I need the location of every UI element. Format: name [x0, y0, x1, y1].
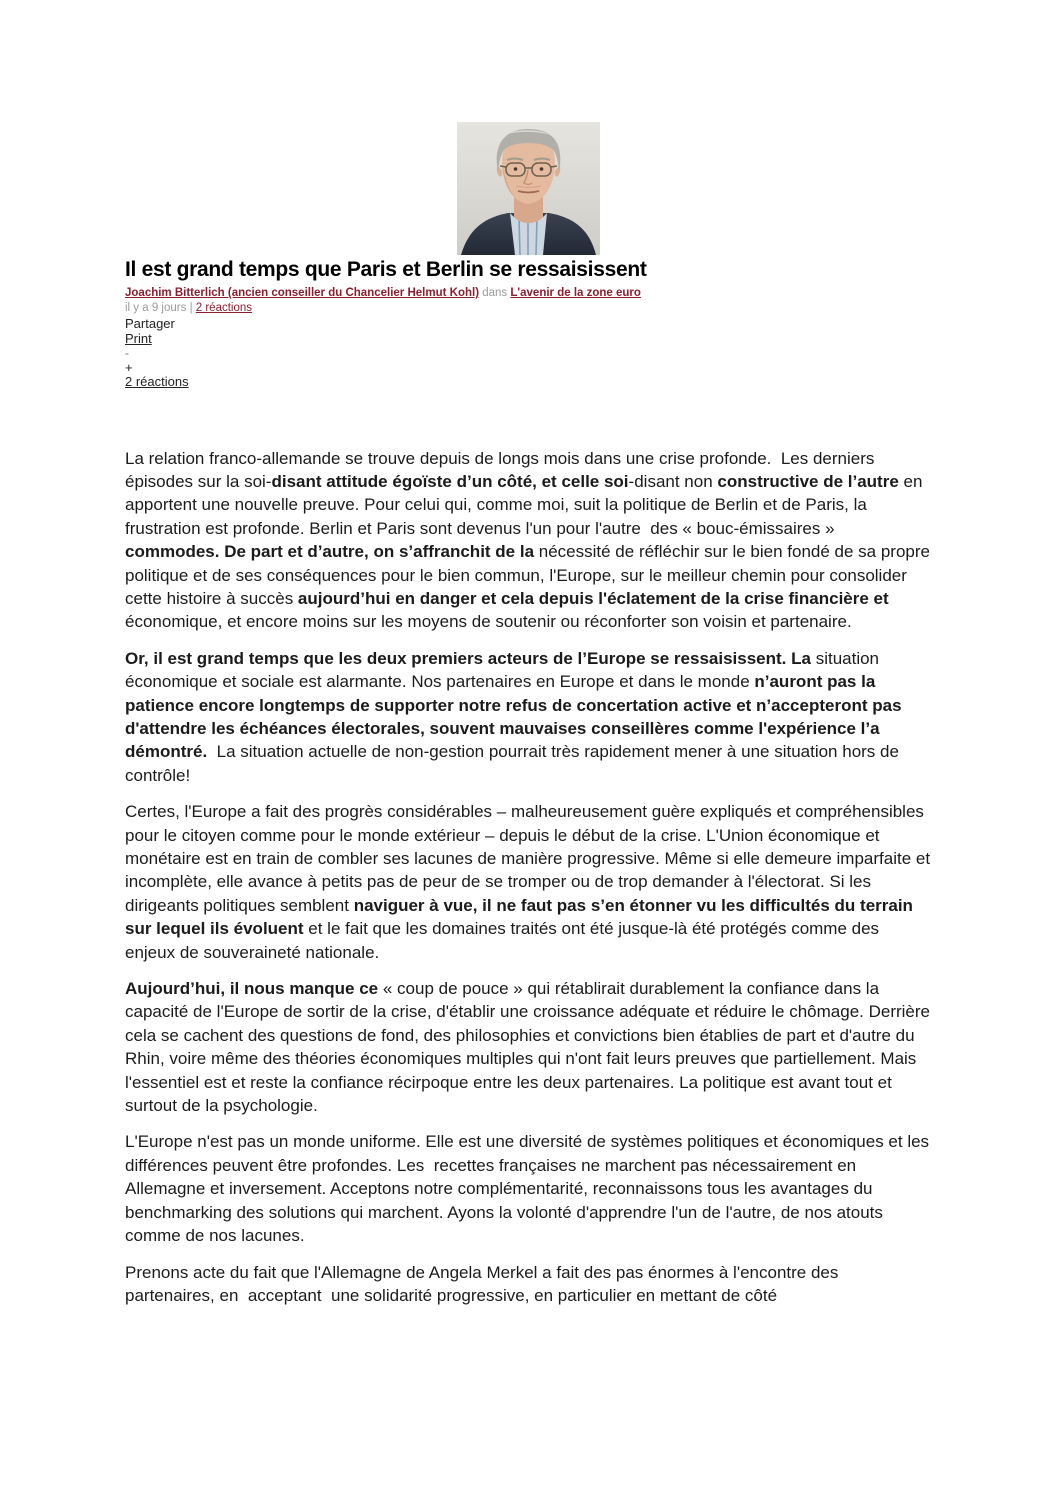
- print-button[interactable]: Print: [125, 330, 152, 346]
- text-run-bold: Or, il est grand temps que les deux premiers acteurs de l’Europe se ressaisissent. La: [125, 648, 816, 668]
- text-run: La relation franco-allemande se trouve depuis de longs mois dans une crise profonde. Les derniers épisodes sur la soi-: [125, 448, 875, 491]
- article-paragraph: [125, 1261, 932, 1308]
- article-body: [125, 447, 932, 1308]
- timestamp: il y a 9 jours: [125, 302, 187, 314]
- text-run: Prenons acte du fait que l'Allemagne de Angela Merkel a fait des pas énormes à l'encontre des partenaires, en acceptant une solidarité progressive, en particulier en mettant de côté: [125, 1262, 839, 1305]
- article-paragraph: [125, 647, 932, 787]
- byline-connector: dans: [482, 287, 508, 299]
- text-run: -disant non: [628, 471, 718, 491]
- meta-separator: |: [189, 302, 193, 314]
- text-run: nécessité de réfléchir sur le bien fondé de sa propre politique et de ses conséquences pour le bien commun, l'Europe, sur le meilleur chemin pour consolider cette histoire à succès: [125, 542, 930, 608]
- text-run-bold: Aujourd’hui, il nous manque ce: [125, 979, 383, 999]
- reactions-link-top[interactable]: 2 réactions: [195, 302, 253, 314]
- article-paragraph: [125, 800, 932, 964]
- text-run-bold: constructive de l’autre: [717, 471, 899, 491]
- byline: [125, 286, 932, 301]
- reactions-link-bottom[interactable]: 2 réactions: [125, 374, 189, 389]
- text-run: en apportent une nouvelle preuve. Pour celui qui, comme moi, suit la politique de Berlin et de Paris, la frustration est profonde. Berlin et Paris sont devenus l'un pour l'autre des « bouc-émissaires »: [125, 471, 923, 538]
- text-run-bold: aujourd’hui en danger et cela depuis l'éclatement de la crise financière et: [297, 588, 889, 608]
- text-run: L'Europe n'est pas un monde uniforme. Elle est une diversité de systèmes politiques et économiques et les différences peuvent être profondes. Les recettes françaises ne marchent pas nécessairement en Allemagne et inversement. Acceptons notre complémentarité, reconnaissons tous les avantages du benchmarking des solutions qui marchent. Ayons la volonté d'apprendre l'un de l'autre, de nos atouts comme de nos lacunes.: [125, 1132, 930, 1246]
- font-larger-button[interactable]: +: [125, 359, 133, 375]
- text-run-bold: n’auront pas la patience encore longtemps de supporter notre refus de concertation active et n’accepteront pas d'attendre les échéances électorales, souvent mauvaises conseillères comme l'expérience l’a démontré.: [125, 672, 902, 762]
- text-run-bold: disant attitude égoïste d’un côté, et celle soi: [271, 471, 629, 491]
- text-run: situation économique et sociale est alarmante. Nos partenaires en Europe et dans le monde: [125, 648, 880, 692]
- article-paragraph: [125, 1130, 932, 1247]
- meta-row: [125, 301, 932, 316]
- text-run: Certes, l'Europe a fait des progrès considérables – malheureusement guère expliqués et compréhensibles pour le citoyen comme pour le monde extérieur – depuis le début de la crise. L'Union économique et monétaire est en train de combler ses lacunes de manière progressive. Même si elle demeure imparfaite et incomplète, elle avance à petits pas de peur de se tromper ou de trop demander à l'électorat. Si les dirigeants politiques semblent: [125, 802, 931, 915]
- text-run: La situation actuelle de non-gestion pourrait très rapidement mener à une situation hors de contrôle!: [125, 742, 899, 785]
- text-run: « coup de pouce » qui rétablirait durablement la confiance dans la capacité de l'Europe de sortir de la crise, d'établir une croissance adéquate et réduire le chômage. Derrière cela se cachent des questions de fond, des philosophies et convictions bien établies de part et d'autre du Rhin, voire même des théories économiques multiples qui n'ont fait leurs preuves que partiellement. Mais l'essentiel est et reste la confiance récirpoque entre les deux partenaires. La politique est avant tout et surtout de la psychologie.: [125, 979, 930, 1116]
- article-toolbar: [125, 317, 932, 390]
- article-paragraph: [125, 447, 932, 634]
- text-run-bold: commodes. De part et d’autre, on s’affranchit de la: [125, 542, 539, 562]
- article-paragraph: [125, 977, 932, 1117]
- author-photo: [457, 122, 600, 255]
- share-button[interactable]: Partager: [125, 316, 175, 331]
- portrait-image: [457, 122, 600, 255]
- text-run: économique, et encore moins sur les moyens de soutenir ou réconforter son voisin et partenaire.: [125, 612, 852, 632]
- category-link[interactable]: L'avenir de la zone euro: [510, 287, 641, 299]
- author-link[interactable]: Joachim Bitterlich (ancien conseiller du Chancelier Helmut Kohl): [125, 287, 480, 299]
- article-title: Il est grand temps que Paris et Berlin se ressaisissent: [125, 258, 647, 281]
- text-run-bold: naviguer à vue, il ne faut pas s’en étonner vu les difficultés du terrain sur lequel ils évoluent: [125, 895, 913, 939]
- text-run: et le fait que les domaines traités ont été jusque-là été protégés comme des enjeux de souveraineté nationale.: [125, 919, 880, 962]
- font-smaller-button[interactable]: -: [125, 346, 129, 360]
